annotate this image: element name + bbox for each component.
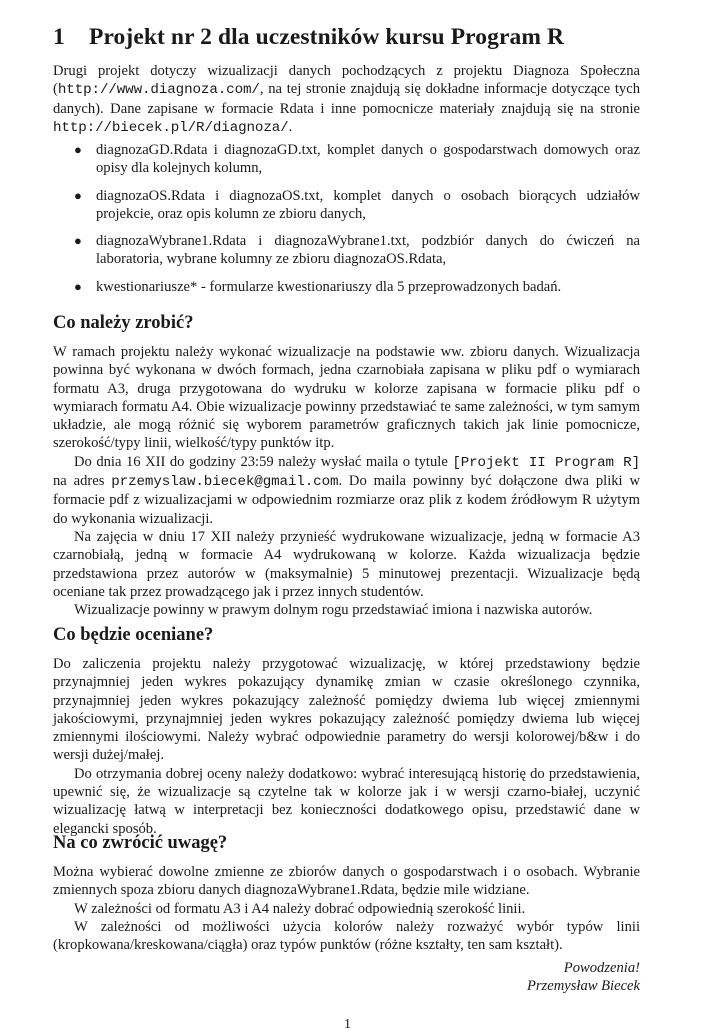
signature-author: Przemysław Biecek [526,978,640,995]
text: na adres [53,473,112,490]
todo-paragraph [53,453,640,528]
list-item-text: kwestionariusze* - formularze kwestionariuszy dla 5 przeprowadzonych badań. [96,278,562,295]
biecek-url-link[interactable]: http://biecek.pl/R/diagnoza/ [53,119,289,136]
section-title [53,24,673,51]
heading-grading: Co będzie oceniane? [53,625,214,645]
todo-paragraph: W ramach projektu należy wykonać wizualizacje na podstawie ww. zbioru danych. Wizualizacja powinna być wykonana w dwóch formach, jedna czarnobiała zapisana w pliku pdf o wymiarach formatu A3, druga przygotowana do wydruku w kolorze zapisana w formacie pliku pdf o wymiarach formatu A4. Obie wizualizacje powinny przedstawiać te same zależności, w tym samym układzie, ale mogą różnić się wyborem parametrów graficznych takich jak linie pomocnicze, szerokość/typy linii, wielkość/typy punktów itp. [53,344,640,452]
email-link[interactable]: przemyslaw.biecek@gmail.com [111,474,339,491]
attention-section [53,863,640,954]
bullet-icon: ● [74,233,82,249]
intro-paragraph [53,62,640,137]
heading-todo: Co należy zrobić? [53,313,194,333]
list-item [73,141,640,178]
bullet-icon: ● [74,142,82,157]
signature-greeting: Powodzenia! [563,960,640,976]
list-item-text: diagnozaOS.Rdata i diagnozaOS.txt, komplet danych o osobach biorących udziałów projekcie, oraz opis kolumn ze zbioru danych, [96,187,640,222]
todo-paragraph: Wizualizacje powinny w prawym dolnym rogu przedstawiać imiona i nazwiska autorów. [74,602,593,619]
email-subject: [Projekt II Program R] [452,454,640,471]
text: . Do maila powinny być dołączone dwa pliki w formacie pdf z wizualizacjami w odpowiednim rozmiarze oraz plik z kodem źródłowym R użytym do wykonania wizualizacji. [53,473,640,527]
page-number: 1 [344,1017,351,1032]
signature [527,959,640,996]
heading-attention: Na co zwrócić uwagę? [53,833,228,853]
intro-text: . [288,118,293,135]
grading-paragraph: Do zaliczenia projektu należy przygotować wizualizację, w której przedstawiony będzie przynajmniej jeden wykres pokazujący dynamikę zmian w czasie określonego czynnika, przynajmniej jeden wykres pokazujący zależność pomiędzy dwiema lub więcej zmiennymi jakościowymi, przynajmniej jeden wykres pokazujący zależność pomiędzy dwiema lub więcej zmiennymi ilościowymi. Należy wybrać odpowiednie parametry do wersji kolorowej/b&w i do wersji dużej/małej. [53,656,640,764]
todo-section [53,343,640,619]
attention-paragraph: Można wybierać dowolne zmienne ze zbiorów danych o gospodarstwach i o osobach. Wybranie zmiennych spoza zbioru danych diagnozaWybrane1.Rdata, będzie mile widziane. [53,864,640,899]
attention-paragraph: W zależności od formatu A3 i A4 należy dobrać odpowiednią szerokość linii. [74,900,526,917]
file-list [73,141,640,305]
list-item-text: diagnozaWybrane1.Rdata i diagnozaWybrane1.txt, podzbiór danych do ćwiczeń na laboratoria, wybrane kolumny ze zbioru diagnozaOS.Rdata, [96,233,640,268]
diagnoza-url-link[interactable]: http://www.diagnoza.com/ [57,82,260,99]
todo-paragraph: Na zajęcia w dniu 17 XII należy przynieść wydrukowane wizualizacje, jedną w formacie A3 czarnobiałą, jedną w formacie A4 wydrukowaną w kolorze. Każda wizualizacja będzie przedstawiona przez autorów w (maksymalnie) 5 minutowej prezentacji. Wizualizacje będą oceniane tak przez prowadzącego jak i przez innych studentów. [53,528,640,600]
intro-text: , na tej stronie znajdują się dokładne informacje dotyczące tych danych). Dane zapisane w formacie Rdata i inne pomocnicze materiały znajdują się na stronie [53,81,640,117]
attention-paragraph: W zależności od możliwości użycia kolorów należy rozważyć wybór typów linii (kropkowana/kreskowana/ciągła) oraz typów punktów (różne kształty, ten sam kształt). [53,918,640,954]
section-number: 1 [53,24,65,50]
section-title-text: Projekt nr 2 dla uczestników kursu Program R [89,24,565,50]
text: Do dnia 16 XII do godziny 23:59 należy wysłać maila o tytule [74,453,453,470]
intro-text: Drugi projekt dotyczy wizualizacji danych pochodzących z projektu Diagnoza Społeczna ( [53,63,640,98]
bullet-icon: ● [74,187,82,203]
bullet-icon: ● [74,278,82,294]
list-item-text: diagnozaGD.Rdata i diagnozaGD.txt, komplet danych o gospodarstwach domowych oraz opisy dla kolejnych kolumn, [96,142,640,177]
list-item [73,187,640,224]
grading-paragraph: Do otrzymania dobrej oceny należy dodatkowo: wybrać interesującą historię do przedstawienia, upewnić się, że wizualizacje są czytelne tak w kolorze jak i w wersji czarno-białej, uczynić wizualizację łatwą w interpretacji bez konieczności dodatkowego opisu, przedstawić dane w elegancki sposób. [53,765,640,837]
grading-section [53,655,640,838]
list-item [73,232,640,269]
list-item [73,278,640,296]
